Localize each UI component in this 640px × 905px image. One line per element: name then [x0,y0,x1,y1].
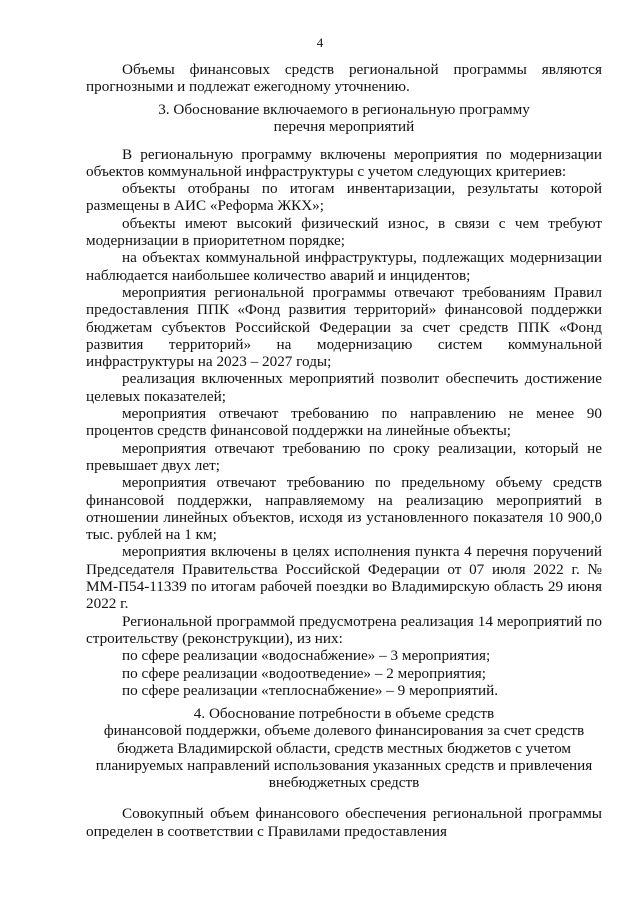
criterion-paragraph: объекты отобраны по итогам инвентаризации, результаты которой размещены в АИС «Реформа ЖКХ»; [86,180,602,215]
criterion-paragraph: мероприятия отвечают требованию по сроку реализации, который не превышает двух лет; [86,439,602,474]
section-3-heading-line-2: перечня мероприятий [273,118,415,136]
criterion-paragraph: мероприятия отвечают требованию по направлению не менее 90 процентов средств финансовой поддержки на линейные объекты; [86,405,602,440]
list-item: по сфере реализации «водоснабжение» – 3 мероприятия; [122,647,491,665]
section-4-heading-line: внебюджетных средств [268,774,420,792]
section-4-heading-line: планируемых направлений использования указанных средств и привлечения [95,756,593,774]
criterion-paragraph: реализация включенных мероприятий позволит обеспечить достижение целевых показателей; [86,370,602,405]
criterion-paragraph: объекты имеют высокий физический износ, в связи с чем требуют модернизации в приоритетном порядке; [86,214,602,250]
section-3 [86,101,602,699]
criterion-paragraph: мероприятия отвечают требованию по предельному объему средств финансовой поддержки, направляемому на реализацию мероприятий в отношении линейных объектов, исходя из установленного показателя 10 900,0 тыс. рублей на 1 км; [86,474,602,544]
paragraph: Совокупный объем финансового обеспечения региональной программы определен в соответствии с Правилами предоставления [86,805,602,840]
section-4-heading-line: финансовой поддержки, объеме долевого финансирования за счет средств [103,722,585,740]
paragraph-financing-forecast: Объемы финансовых средств региональной программы являются прогнозными и подлежат ежегодному уточнению. [86,61,602,96]
criterion-paragraph: мероприятия региональной программы отвечают требованиям Правил предоставления ППК «Фонд развития территорий» финансовой поддержки бюджетам субъектов Российской Федерации за счет средств ППК «Фонд развития территорий» на модернизацию систем коммунальной инфраструктуры на 2023 – 2027 годы; [86,283,602,371]
section-4-heading-line: 4. Обоснование потребности в объеме средств [193,705,495,722]
top-block [86,61,602,96]
list-item: по сфере реализации «водоотведение» – 2 мероприятия; [122,664,486,682]
criterion-paragraph: мероприятия включены в целях исполнения пункта 4 перечня поручений Председателя Правительства Российской Федерации от 07 июля 2022 г. № ММ-П54-11339 по итогам рабочей поездки во Владимирскую область 29 июня 2022 г. [86,543,602,613]
section-4 [86,705,602,840]
section-4-heading-line: бюджета Владимирской области, средств местных бюджетов с учетом [117,739,571,757]
paragraph: В региональную программу включены мероприятия по модернизации объектов коммунальной инфраструктуры с учетом следующих критериев: [86,145,602,180]
section-3-heading-line-1: 3. Обоснование включаемого в региональную программу [158,101,530,118]
list-item: по сфере реализации «теплоснабжение» – 9 мероприятий. [122,681,499,699]
criterion-paragraph: на объектах коммунальной инфраструктуры, подлежащих модернизации наблюдается наибольшее количество аварий и инцидентов; [86,249,602,284]
paragraph: Региональной программой предусмотрена реализация 14 мероприятий по строительству (реконструкции), из них: [86,612,602,647]
page-number: 4 [316,35,324,50]
